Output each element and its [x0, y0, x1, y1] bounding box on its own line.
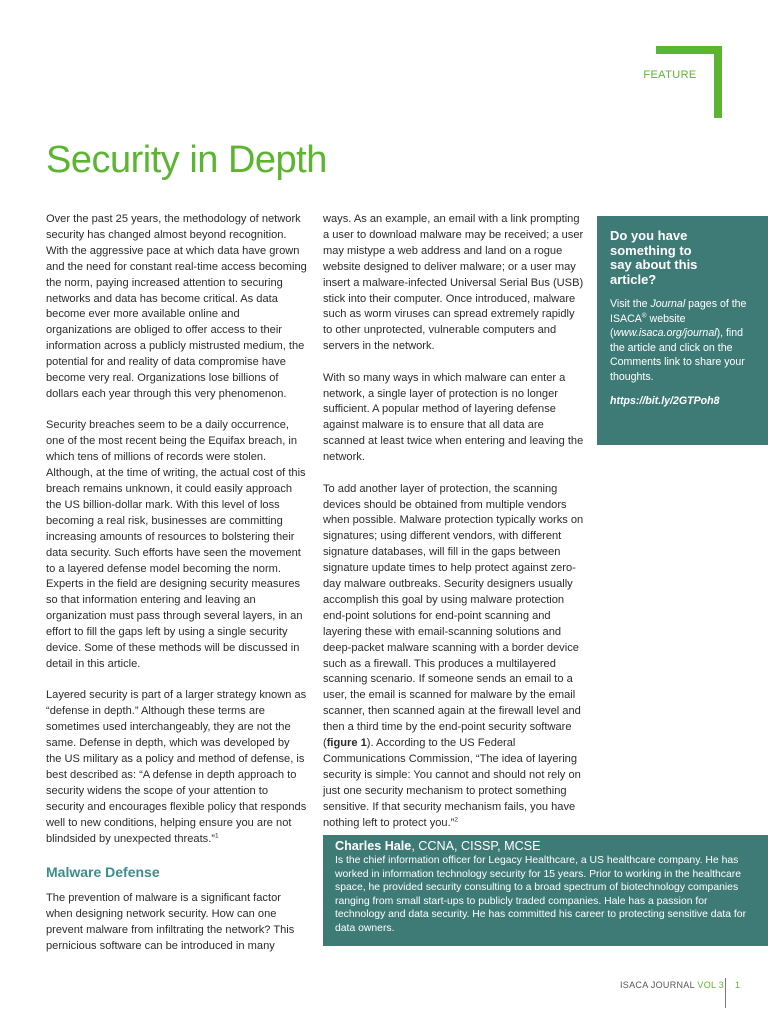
paragraph-text: Layered security is part of a larger strategy known as “defense in depth.” Although these terms are sometimes used interchangeably, they are not the same. Defense in depth, which was developed by the US military as a policy and method of defense, is best described as: “A defense in depth approach to security widens the scope of your attention to security and encourages flexible policy that responds well to new conditions, helping ensure you are not blindsided by unexpected threats.” [46, 689, 307, 845]
figure-reference[interactable]: figure 1 [326, 737, 367, 750]
callout-text: Visit the [610, 298, 651, 310]
journal-name: Journal [650, 298, 686, 310]
footnote-marker[interactable]: 1 [214, 831, 219, 839]
footer-divider [725, 978, 726, 1008]
paragraph-text: ). According to the US Federal Communications Commission, “The idea of layering security is simple: You cannot and should not rely on just one security mechanism to protect something sensitive. If that security mechanism fails, you have nothing left to protect you.” [323, 737, 581, 829]
callout-text: pages of the ISACA [610, 298, 747, 325]
callout-text: ), find the article and click on the Comments link to share your thoughts. [610, 327, 745, 383]
author-name-line [335, 838, 758, 854]
paragraph: ways. As an example, an email with a link prompting a user to download malware may be received; a user may mistype a web address and land on a rogue website designed to deliver malware; or a user may insert a malware-infected Universal Serial Bus (USB) stick into their computer. Once introduced, malware such as worm viruses can spread extremely rapidly to other unprotected, vulnerable computers and servers in the network. [323, 213, 584, 353]
callout-text: website ( [610, 312, 686, 340]
body-column-1 [46, 212, 308, 970]
paragraph: Security breaches seem to be a daily occurrence, one of the most recent being the Equifax breach, in which tens of millions of records were stolen. Although, at the time of writing, the actual cost of this breach remains unknown, it could easily approach the US billion-dollar mark. With this level of loss becoming a real risk, businesses are committing increasing amounts of resources to bolstering their data security. Such efforts have seen the movement to a layered defense model becoming the norm. Experts in the field are designing security measures so that information entering and leaving an organization must pass through several layers, in an effort to fill the gaps left by using a single security device. Some of these methods will be discussed in detail in this article. [46, 419, 306, 670]
paragraph [46, 688, 308, 847]
comments-callout-box [597, 216, 768, 445]
author-description: Is the chief information officer for Legacy Healthcare, a US healthcare company. He has worked in information technology security for 15 years. Prior to working in the healthcare space, he provided security consulting to a broad spectrum of biotechnology companies ranging from small start-ups to publicly traded companies. Hale has a passion for technology and data security. He has committed his career to protecting sensitive data for data owners. [335, 855, 747, 934]
article-title: Security in Depth [46, 139, 327, 181]
corner-bracket-right [714, 46, 722, 118]
running-footer [620, 980, 724, 990]
volume-label: VOL 3 [697, 980, 725, 990]
paragraph: Over the past 25 years, the methodology of network security has changed almost beyond recognition. With the aggressive pace at which data have grown and the need for constant real-time access becoming the norm, paying increased attention to securing networks and data has become critical. As data become ever more available online and organizations are obliged to offer access to their information across a publicly mistrusted medium, the potential for and reality of data compromise have become very real. Organizations lose billions of dollars each year through this very phenomenon. [46, 213, 307, 400]
registered-mark: ® [641, 312, 647, 320]
paragraph [323, 482, 585, 832]
footnote-marker[interactable]: 2 [454, 815, 458, 823]
callout-question: Do you have something to say about this article? [610, 228, 698, 287]
corner-bracket-top [656, 46, 722, 54]
page-number: 1 [735, 980, 741, 990]
corner-bracket-decoration [656, 46, 722, 118]
website-link[interactable]: www.isaca.org/journal [613, 327, 717, 340]
callout-body [610, 297, 756, 385]
short-link[interactable]: https://bit.ly/2GTPoh8 [610, 394, 720, 407]
journal-name-footer: ISACA JOURNAL [620, 980, 695, 990]
paragraph: The prevention of malware is a significant factor when designing network security. How can one prevent malware from infiltrating the network? This pernicious software can be introduced in many [46, 891, 295, 952]
author-name: Charles Hale [335, 839, 412, 853]
section-heading-malware-defense: Malware Defense [46, 863, 160, 880]
section-label: FEATURE [643, 69, 697, 81]
body-column-2 [323, 212, 585, 847]
author-bio-box [323, 835, 768, 946]
paragraph-text: To add another layer of protection, the scanning devices should be obtained from multiple vendors when possible. Malware protection typically works on signatures; using different vendors, with different signature databases, will fill in the gaps between signature update times to help protect against zero-day malware outbreaks. Security designers usually accomplish this goal by using malware protection end-point solutions for end-point scanning and layering these with email-scanning solutions and deep-packet malware scanning with a border device such as a firewall. This produces a multilayered scanning scenario. If someone sends an email to a user, the email is scanned for malware by the email scanner, then scanned again at the firewall level and then a third time by the end-point security software ( [323, 482, 584, 750]
paragraph: With so many ways in which malware can enter a network, a single layer of protection is no longer sufficient. A popular method of layering defense against malware is to ensure that all data are scanned at least twice when entering and leaving the network. [323, 371, 584, 464]
author-credentials: , CCNA, CISSP, MCSE [411, 839, 541, 853]
